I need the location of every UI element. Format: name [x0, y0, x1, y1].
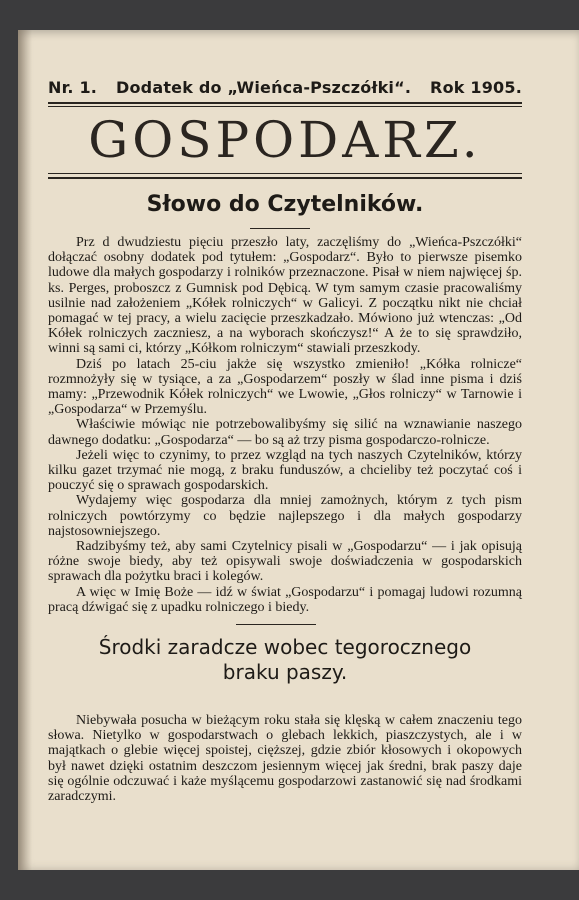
heading-underline: [250, 228, 310, 229]
newspaper-page: [18, 30, 579, 870]
issue-number: Nr. 1.: [48, 78, 98, 97]
heading-line: braku paszy.: [222, 660, 348, 684]
header-rule-top-thin: [48, 106, 522, 107]
paragraph: Radzibyśmy też, aby sami Czytelnicy pisali w „Gospodarzu“ — i jak opisują różne swoje biedy, aby też opisywali swoje doświadczenia w gospodarskich sprawach dla pożytku braci i kolegów.: [48, 539, 522, 585]
article-slowo-body: [48, 235, 522, 615]
paragraph: A więc w Imię Boże — idź w świat „Gospodarzu“ i pomagaj ludowi rozumną pracą dźwigać się z upadku rolniczego i biedy.: [48, 584, 522, 615]
article-srodki-body: [48, 713, 522, 804]
paragraph: Prz d dwudziestu pięciu przeszło laty, zaczęliśmy do „Wieńca-Pszczółki“ dołączać osobny dodatek pod tytułem: „Gospodarz“. Było to pierwsze pisemko ludowe dla małych gospodarzy i rolników przeznaczone. Pisał w niem najwięcej śp. ks. Perges, proboszcz z Gumnisk pod Dębicą. W tym samym czasie pracowaliśmy usilnie nad założeniem „Kółek rolniczych“ w Galicyi. Z początku nikt nie chciał pomagać w tej pracy, a wielu zacięcie przeszkadzało. Mówiono już wtenczas: „Od Kółek rolniczych zaczniesz, a na wyborach skończysz!“ A że to się sprawdziło, winni są sami ci, którzy „Kółkom rolniczym“ stawiali przeszkody.: [48, 235, 522, 357]
header-rule-bottom-thin: [48, 173, 522, 174]
paragraph: Jeżeli więc to czynimy, to przez wzgląd na tych naszych Czytelników, którzy kilku gazet trzymać nie mogą, z braku funduszów, a chcieliby też poczytać coś i pouczyć się o sprawach gospodarskich.: [48, 447, 522, 494]
article-heading-srodki: [48, 635, 522, 685]
newspaper-title: GOSPODARZ.: [88, 111, 482, 169]
paragraph: Wydajemy więc gospodarza dla mniej zamożnych, którym z tych pism rolniczych powtórzymy co będzie najlepszego i dla małych gospodarzy najstosowniejszego.: [48, 493, 522, 539]
article-heading-slowo: Słowo do Czytelników.: [146, 192, 424, 217]
article-separator: [236, 624, 316, 625]
heading-line: Środki zaradcze wobec tegorocznego: [98, 635, 472, 659]
supplement-note: Dodatek do „Wieńca-Pszczółki“.: [116, 78, 412, 97]
year: Rok 1905.: [430, 78, 522, 97]
header-rule-bottom: [48, 177, 522, 179]
header-rule-top: [48, 102, 522, 104]
paragraph: Niebywała posucha w bieżącym roku stała się klęską w całem znaczeniu tego słowa. Nietylko w gospodarstwach o glebach lekkich, piaszczystych, ale i w majątkach o glebie więcej spoistej, cięższej, gdzie zbiór kłosowych i okopowych był nawet dzięki ostatnim deszczom jesiennym więcej jak średni, brak paszy daje się ogólnie odczuwać i każe myślącemu gospodarzowi zastanowić się nad środkami zaradczymi.: [48, 713, 522, 805]
paragraph: Właściwie mówiąc nie potrzebowalibyśmy się silić na wznawianie naszego dawnego dodatku: „Gospodarza“ — bo są aż trzy pisma gospodarczo-rolnicze.: [48, 417, 522, 448]
paragraph: Dziś po latach 25-ciu jakże się wszystko zmieniło! „Kółka rolnicze“ rozmnożyły się w tysiące, a za „Gospodarzem“ poszły w ślad inne pisma i dziś mamy: „Przewodnik Kółek rolniczych“ we Lwowie, „Głos rolniczy“ w Tarnowie i „Gospodarza“ w Przemyślu.: [48, 356, 522, 418]
masthead: [48, 78, 522, 97]
